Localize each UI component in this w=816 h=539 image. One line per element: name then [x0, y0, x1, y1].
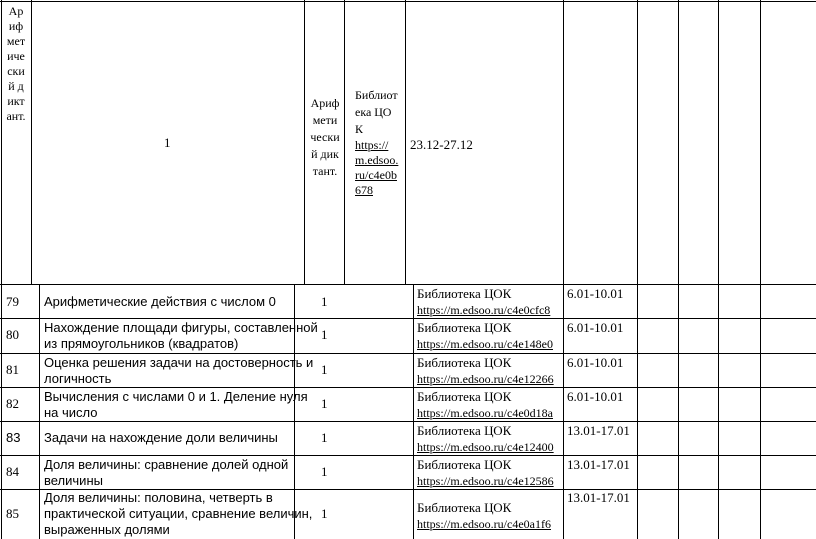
row-border [0, 353, 816, 354]
row-border [0, 455, 816, 456]
row-link[interactable]: https://m.edsoo.ru/c4e148e0 [417, 337, 553, 351]
col-line-678 [678, 0, 679, 539]
row-number: 85 [6, 506, 19, 521]
row-title: Оценка решения задачи на достоверность и [44, 355, 314, 370]
col-line-718 [718, 0, 719, 539]
row-hours: 1 [321, 362, 328, 377]
row-hours: 1 [321, 506, 328, 521]
left-border [1, 0, 2, 539]
col-line-637 [637, 0, 638, 539]
row-border [0, 387, 816, 388]
row-dates: 6.01-10.01 [567, 355, 624, 370]
row-hours: 1 [321, 396, 328, 411]
row-border [0, 284, 816, 285]
row-number: 84 [6, 464, 19, 479]
row-title: Арифметические действия с числом 0 [44, 294, 276, 309]
row-dates: 13.01-17.01 [567, 457, 630, 472]
first-row-resource: Библиотека ЦОК [355, 88, 398, 136]
first-row-hours: 1 [164, 135, 171, 150]
row-resource: Библиотека ЦОК [417, 389, 512, 404]
first-row-link[interactable]: https://m.edsoo.ru/c4e0b678 [355, 138, 399, 197]
row-title: на число [44, 405, 98, 420]
row-title: Нахождение площади фигуры, составленной [44, 320, 318, 335]
row-dates: 6.01-10.01 [567, 389, 624, 404]
lower-col-line-1 [39, 284, 40, 539]
row-title: Задачи на нахождение доли величины [44, 430, 278, 445]
row-link[interactable]: https://m.edsoo.ru/c4e0d18a [417, 406, 553, 420]
row-link[interactable]: https://m.edsoo.ru/c4e12586 [417, 474, 554, 488]
row-resource: Библиотека ЦОК [417, 355, 512, 370]
top-border [0, 1, 816, 2]
upper-col-line-1 [31, 0, 32, 284]
row-resource: Библиотека ЦОК [417, 423, 512, 438]
row-dates: 6.01-10.01 [567, 286, 624, 301]
row-resource: Библиотека ЦОК [417, 500, 512, 515]
row-resource: Библиотека ЦОК [417, 286, 512, 301]
row-dates: 13.01-17.01 [567, 490, 630, 505]
row-link[interactable]: https://m.edsoo.ru/c4e12266 [417, 372, 554, 386]
row-resource: Библиотека ЦОК [417, 320, 512, 335]
row-dates: 13.01-17.01 [567, 423, 630, 438]
first-row-dates: 23.12-27.12 [410, 137, 473, 152]
row-dates: 6.01-10.01 [567, 320, 624, 335]
row-link[interactable]: https://m.edsoo.ru/c4e0cfc8 [417, 303, 551, 317]
col-line-760 [760, 0, 761, 539]
row-number: 80 [6, 327, 19, 342]
row-hours: 1 [321, 430, 328, 445]
row-title: Вычисления с числами 0 и 1. Деление нуля [44, 389, 308, 404]
lower-col-line-3 [413, 284, 414, 539]
row-title: логичность [44, 371, 112, 386]
row-title: Доля величины: сравнение долей одной [44, 457, 289, 472]
upper-col-line-2 [304, 0, 305, 284]
upper-col-line-3 [344, 0, 345, 284]
row-hours: 1 [321, 327, 328, 342]
row-link[interactable]: https://m.edsoo.ru/c4e0a1f6 [417, 517, 551, 531]
row-number: 83 [6, 430, 21, 445]
row-title: величины [44, 473, 103, 488]
row-title: Доля величины: половина, четверть в [44, 490, 273, 505]
row-border [0, 421, 816, 422]
row-number: 79 [6, 294, 19, 309]
row-number: 81 [6, 362, 19, 377]
row-hours: 1 [321, 464, 328, 479]
first-row-topic: Арифметический диктант. [310, 96, 340, 178]
row-title: выраженных долями [44, 522, 170, 537]
row-number: 82 [6, 396, 19, 411]
row-link[interactable]: https://m.edsoo.ru/c4e12400 [417, 440, 554, 454]
upper-col-line-4 [405, 0, 406, 284]
row-title: практической ситуации, сравнение величин, [44, 506, 313, 521]
row-hours: 1 [321, 294, 328, 309]
row-resource: Библиотека ЦОК [417, 457, 512, 472]
row-title: из прямоугольников (квадратов) [44, 336, 239, 351]
col-line-563 [563, 0, 564, 539]
row-border [0, 318, 816, 319]
vertical-title: Арифметический диктант. [6, 4, 26, 123]
